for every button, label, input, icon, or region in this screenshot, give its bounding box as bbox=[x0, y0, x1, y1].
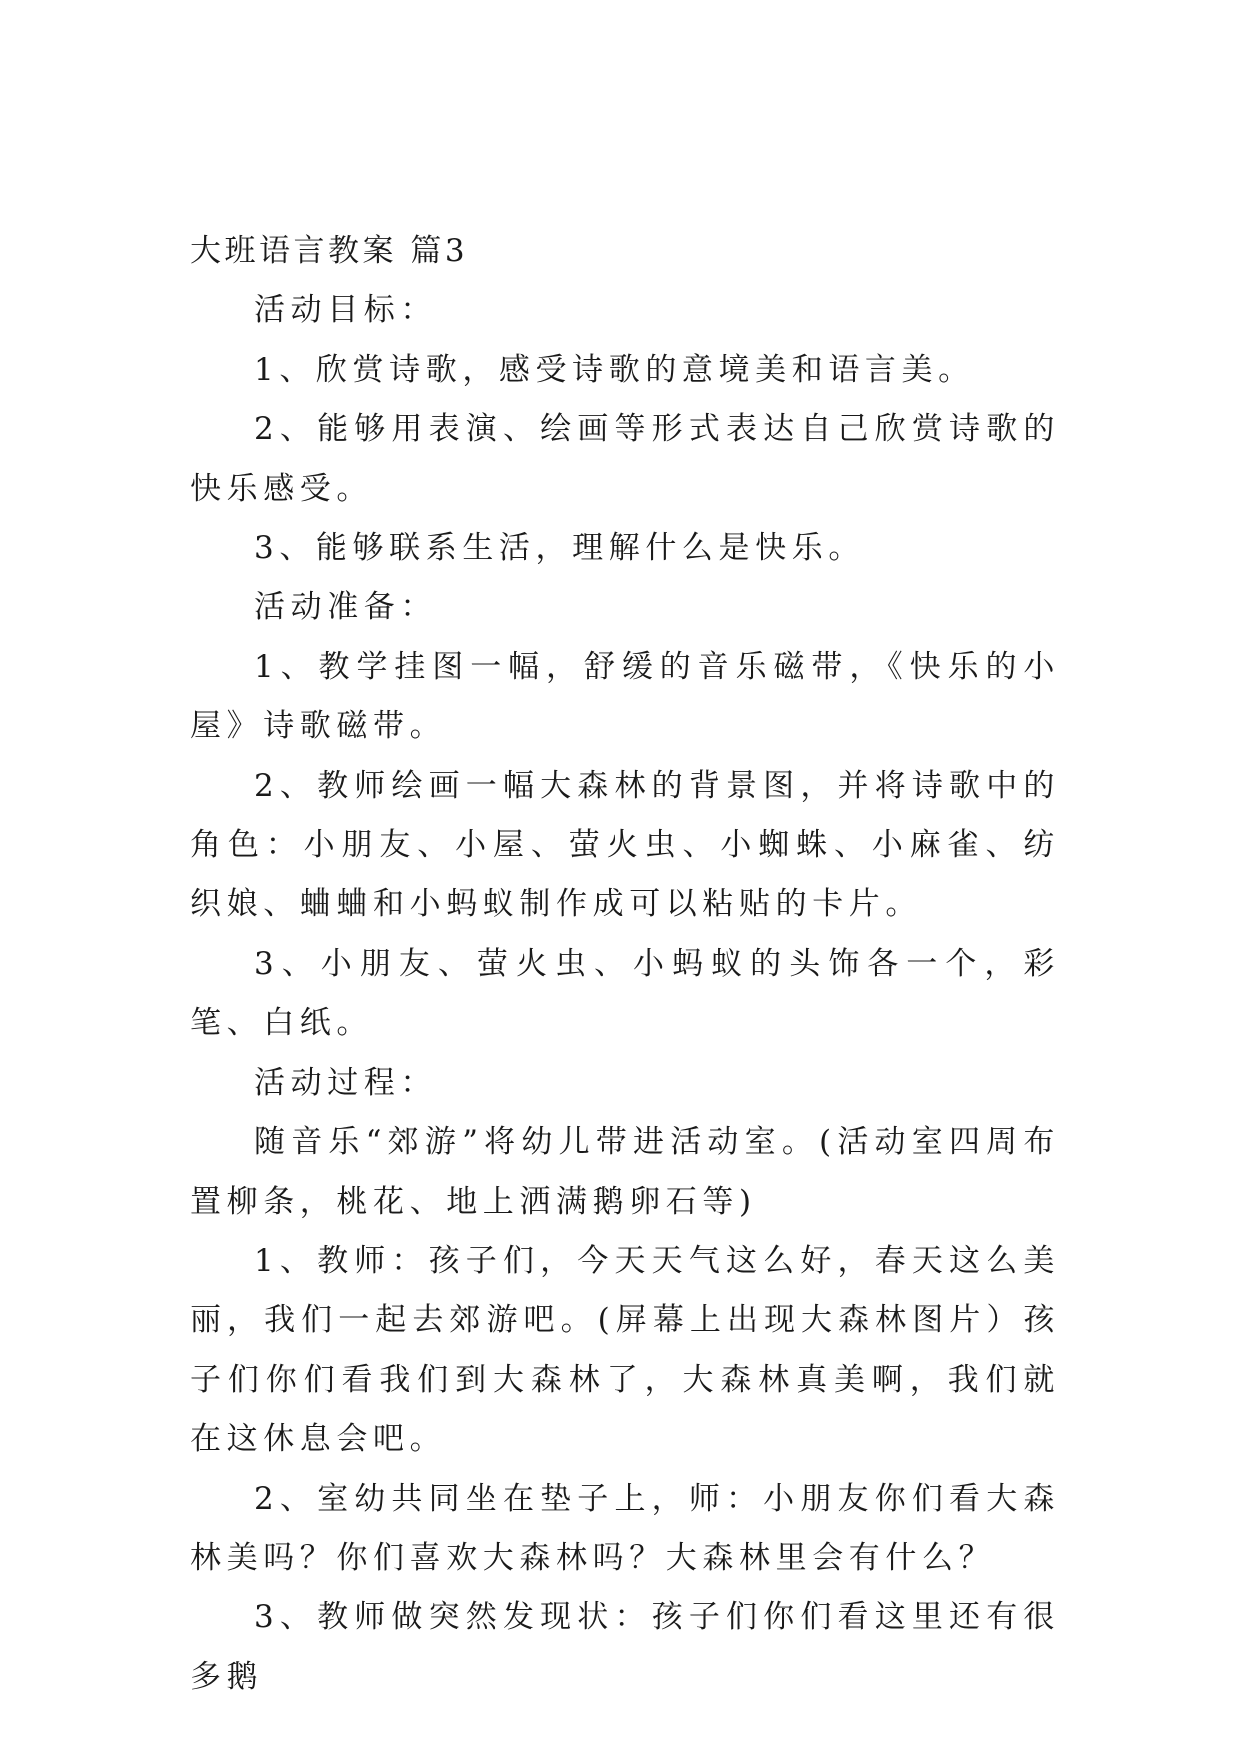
paragraph-section-process-heading: 活动过程： bbox=[254, 1064, 437, 1101]
paragraph-preparation-1: 1、教学挂图一幅，舒缓的音乐磁带，《快乐的小屋》诗歌磁带。 bbox=[190, 648, 1060, 745]
paragraph-goal-3: 3、能够联系生活，理解什么是快乐。 bbox=[254, 530, 865, 567]
paragraph-preparation-2: 2、教师绘画一幅大森林的背景图，并将诗歌中的角色：小朋友、小屋、萤火虫、小蜘蛛、小麻雀、纺织娘、蛐蛐和小蚂蚁制作成可以粘贴的卡片。 bbox=[190, 767, 1060, 923]
paragraph-process-1: 1、教师：孩子们，今天天气这么好，春天这么美丽，我们一起去郊游吧。(屏幕上出现大森林图片）孩子们你们看我们到大森林了，大森林真美啊，我们就在这休息会吧。 bbox=[190, 1242, 1060, 1458]
document-title: 大班语言教案 篇3 bbox=[190, 233, 469, 269]
paragraph-process-2: 2、室幼共同坐在垫子上，师：小朋友你们看大森林美吗？你们喜欢大森林吗？大森林里会有什么？ bbox=[190, 1480, 1060, 1576]
paragraph-goal-1: 1、欣赏诗歌，感受诗歌的意境美和语言美。 bbox=[254, 351, 975, 388]
document-body bbox=[190, 222, 1060, 1707]
paragraph-process-intro: 随音乐“郊游”将幼儿带进活动室。(活动室四周布置柳条，桃花、地上洒满鹅卵石等) bbox=[190, 1124, 1060, 1220]
paragraph-section-preparation-heading: 活动准备： bbox=[254, 589, 437, 626]
paragraph-preparation-3: 3、小朋友、萤火虫、小蚂蚁的头饰各一个，彩笔、白纸。 bbox=[190, 945, 1060, 1042]
paragraph-process-3: 3、教师做突然发现状：孩子们你们看这里还有很多鹅 bbox=[190, 1599, 1060, 1695]
paragraph-section-goals-heading: 活动目标： bbox=[254, 292, 437, 329]
paragraph-goal-2: 2、能够用表演、绘画等形式表达自己欣赏诗歌的快乐感受。 bbox=[190, 411, 1060, 507]
